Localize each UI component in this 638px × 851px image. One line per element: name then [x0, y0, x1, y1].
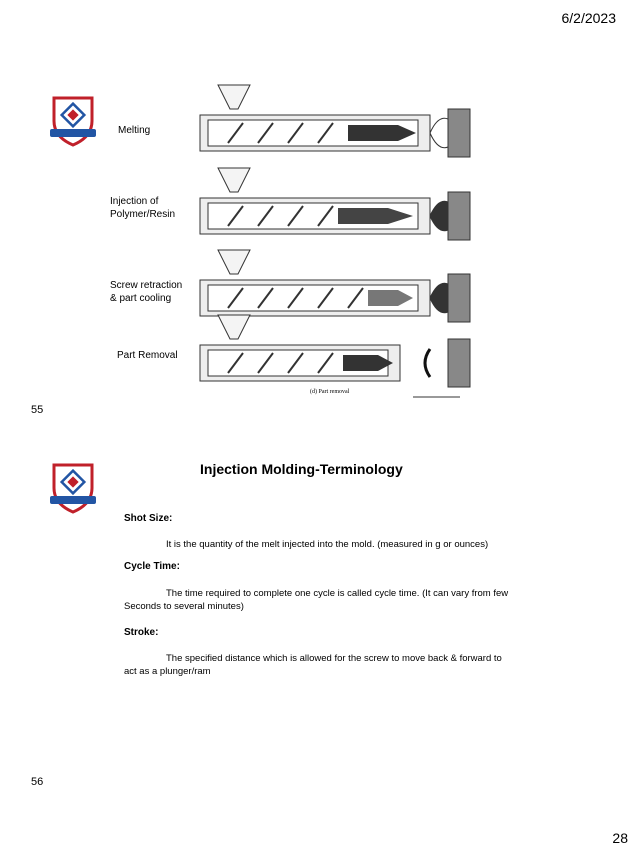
stage-label-line: Melting: [118, 125, 151, 136]
slide-title: Injection Molding-Terminology: [200, 461, 403, 477]
stage-label-part-removal: [117, 349, 178, 362]
stage-retraction: [200, 250, 470, 322]
stage-melting: [200, 85, 470, 157]
page-number: 28: [612, 830, 628, 846]
definition-cycle-time-line2: Seconds to several minutes): [124, 601, 244, 612]
definition-shot-size: It is the quantity of the melt injected into the mold. (measured in g or ounces): [166, 539, 489, 550]
term-stroke: Stroke:: [124, 627, 159, 638]
term-shot-size: Shot Size:: [124, 513, 173, 524]
slide-number: 55: [31, 404, 44, 416]
stage-label-retraction: [110, 279, 182, 305]
stage-label-line: Injection of: [110, 196, 159, 207]
diagram-caption: (d) Part removal: [310, 389, 350, 395]
stage-label-injection: [110, 195, 175, 221]
institute-logo-icon: [50, 462, 96, 514]
slide-number: 56: [31, 776, 44, 788]
page-date: 6/2/2023: [561, 10, 616, 26]
stage-part-removal: [200, 315, 470, 397]
term-cycle-time: Cycle Time:: [124, 561, 180, 572]
stage-injection: [200, 168, 470, 240]
stage-label-line: & part cooling: [110, 293, 172, 304]
definition-cycle-time-line1: The time required to complete one cycle is called cycle time. (It can vary from few: [166, 588, 509, 599]
stage-label-line: Screw retraction: [110, 280, 183, 291]
injection-molding-diagram: [198, 80, 473, 405]
definition-stroke-line1: The specified distance which is allowed for the screw to move back & forward to: [166, 653, 502, 664]
stage-label-line: Polymer/Resin: [110, 209, 176, 220]
stage-label-melting: [118, 124, 150, 137]
definition-stroke-line2: act as a plunger/ram: [124, 666, 211, 677]
institute-logo-icon: [50, 95, 96, 147]
stage-label-line: Part Removal: [117, 350, 178, 361]
